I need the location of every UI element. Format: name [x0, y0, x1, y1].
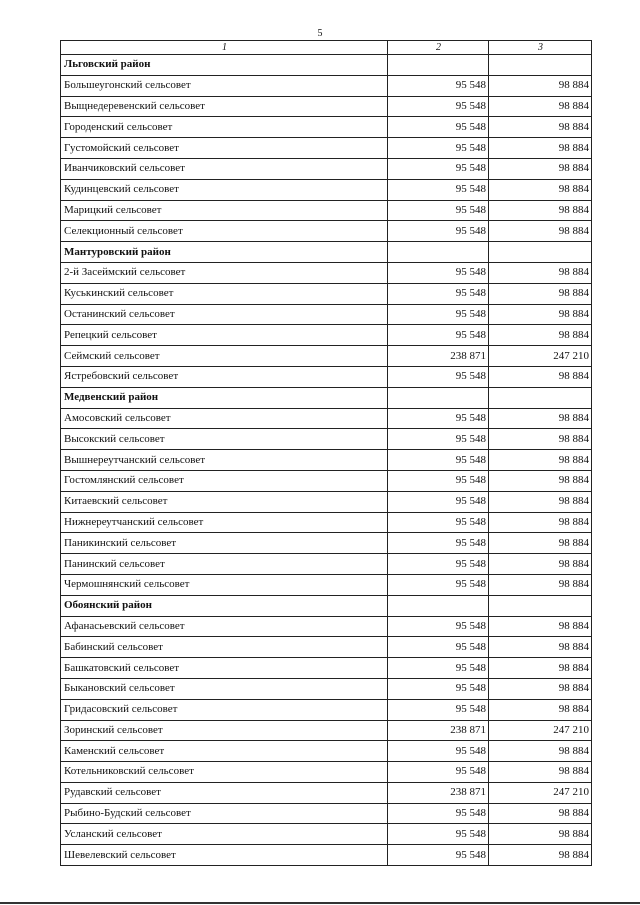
value-col-2: 95 548 [388, 450, 489, 471]
value-col-3: 98 884 [489, 138, 592, 159]
value-col-2: 238 871 [388, 346, 489, 367]
value-col-2: 95 548 [388, 470, 489, 491]
value-col-3 [489, 387, 592, 408]
municipality-name: Сеймский сельсовет [61, 346, 388, 367]
value-col-3: 247 210 [489, 346, 592, 367]
value-col-2: 95 548 [388, 762, 489, 783]
allocation-table [60, 40, 592, 866]
value-col-3 [489, 242, 592, 263]
municipality-name: Башкатовский сельсовет [61, 658, 388, 679]
value-col-2: 95 548 [388, 616, 489, 637]
table-row [61, 325, 592, 346]
value-col-2: 95 548 [388, 429, 489, 450]
value-col-3: 98 884 [489, 450, 592, 471]
value-col-3: 98 884 [489, 200, 592, 221]
value-col-2: 238 871 [388, 720, 489, 741]
municipality-name: Амосовский сельсовет [61, 408, 388, 429]
value-col-3: 98 884 [489, 304, 592, 325]
district-name: Медвенский район [61, 387, 388, 408]
municipality-name: Гридасовский сельсовет [61, 699, 388, 720]
municipality-name: Выщнедеревенский сельсовет [61, 96, 388, 117]
municipality-name: Густомойский сельсовет [61, 138, 388, 159]
value-col-2: 95 548 [388, 325, 489, 346]
value-col-2: 95 548 [388, 138, 489, 159]
municipality-name: Городенский сельсовет [61, 117, 388, 138]
table-row [61, 262, 592, 283]
value-col-3: 98 884 [489, 533, 592, 554]
value-col-3: 98 884 [489, 283, 592, 304]
value-col-2 [388, 55, 489, 76]
column-header-1: 1 [61, 41, 388, 55]
value-col-3: 98 884 [489, 325, 592, 346]
municipality-name: Селекционный сельсовет [61, 221, 388, 242]
municipality-name: Быкановский сельсовет [61, 678, 388, 699]
value-col-2: 95 548 [388, 678, 489, 699]
table-header-row [61, 41, 592, 55]
table-row [61, 616, 592, 637]
value-col-3: 98 884 [489, 96, 592, 117]
table-row [61, 366, 592, 387]
municipality-name: Большеугонский сельсовет [61, 75, 388, 96]
table-row [61, 637, 592, 658]
value-col-2: 95 548 [388, 658, 489, 679]
value-col-3: 98 884 [489, 824, 592, 845]
municipality-name: 2-й Засеймский сельсовет [61, 262, 388, 283]
municipality-name: Афанасьевский сельсовет [61, 616, 388, 637]
value-col-2: 95 548 [388, 179, 489, 200]
value-col-3: 98 884 [489, 616, 592, 637]
table-body [61, 41, 592, 866]
table-row [61, 221, 592, 242]
table-row [61, 470, 592, 491]
value-col-2: 95 548 [388, 200, 489, 221]
table-row [61, 283, 592, 304]
value-col-3: 98 884 [489, 75, 592, 96]
table-row [61, 346, 592, 367]
municipality-name: Рыбино-Будский сельсовет [61, 803, 388, 824]
district-header-row [61, 242, 592, 263]
value-col-3 [489, 595, 592, 616]
table-row [61, 574, 592, 595]
table-row [61, 429, 592, 450]
value-col-3: 98 884 [489, 179, 592, 200]
value-col-3: 98 884 [489, 429, 592, 450]
value-col-3: 98 884 [489, 491, 592, 512]
value-col-2: 95 548 [388, 803, 489, 824]
value-col-2 [388, 595, 489, 616]
municipality-name: Ястребовский сельсовет [61, 366, 388, 387]
table-row [61, 762, 592, 783]
table-row [61, 699, 592, 720]
value-col-2: 95 548 [388, 262, 489, 283]
municipality-name: Останинский сельсовет [61, 304, 388, 325]
municipality-name: Китаевский сельсовет [61, 491, 388, 512]
municipality-name: Паникинский сельсовет [61, 533, 388, 554]
value-col-2: 95 548 [388, 408, 489, 429]
table-row [61, 200, 592, 221]
table-row [61, 96, 592, 117]
page-bottom-edge [0, 902, 640, 904]
value-col-3: 247 210 [489, 782, 592, 803]
value-col-2: 95 548 [388, 158, 489, 179]
value-col-2: 95 548 [388, 221, 489, 242]
municipality-name: Каменский сельсовет [61, 741, 388, 762]
value-col-3: 98 884 [489, 408, 592, 429]
table-row [61, 658, 592, 679]
table-row [61, 450, 592, 471]
municipality-name: Панинский сельсовет [61, 554, 388, 575]
table-row [61, 158, 592, 179]
municipality-name: Зоринский сельсовет [61, 720, 388, 741]
page-number: 5 [317, 28, 323, 39]
table-row [61, 554, 592, 575]
district-header-row [61, 55, 592, 76]
table-row [61, 179, 592, 200]
value-col-3: 98 884 [489, 512, 592, 533]
municipality-name: Усланский сельсовет [61, 824, 388, 845]
municipality-name: Кудинцевский сельсовет [61, 179, 388, 200]
district-name: Обоянский район [61, 595, 388, 616]
value-col-2: 95 548 [388, 75, 489, 96]
table-row [61, 75, 592, 96]
value-col-3: 98 884 [489, 741, 592, 762]
municipality-name: Иванчиковский сельсовет [61, 158, 388, 179]
value-col-2: 95 548 [388, 741, 489, 762]
district-header-row [61, 595, 592, 616]
value-col-3: 98 884 [489, 803, 592, 824]
value-col-2: 95 548 [388, 512, 489, 533]
table-row [61, 741, 592, 762]
value-col-3: 98 884 [489, 658, 592, 679]
table-row [61, 138, 592, 159]
value-col-2: 95 548 [388, 366, 489, 387]
municipality-name: Чермошнянский сельсовет [61, 574, 388, 595]
value-col-3: 98 884 [489, 637, 592, 658]
value-col-2: 95 548 [388, 533, 489, 554]
value-col-3: 98 884 [489, 762, 592, 783]
value-col-3: 98 884 [489, 574, 592, 595]
value-col-3: 247 210 [489, 720, 592, 741]
table-row [61, 845, 592, 866]
municipality-name: Высокский сельсовет [61, 429, 388, 450]
value-col-3: 98 884 [489, 699, 592, 720]
column-header-3: 3 [489, 41, 592, 55]
table-row [61, 803, 592, 824]
municipality-name: Вышнереутчанский сельсовет [61, 450, 388, 471]
value-col-2 [388, 242, 489, 263]
value-col-2: 95 548 [388, 845, 489, 866]
value-col-3: 98 884 [489, 470, 592, 491]
value-col-3: 98 884 [489, 845, 592, 866]
value-col-3: 98 884 [489, 262, 592, 283]
municipality-name: Шевелевский сельсовет [61, 845, 388, 866]
value-col-2: 95 548 [388, 554, 489, 575]
value-col-2: 95 548 [388, 491, 489, 512]
value-col-2 [388, 387, 489, 408]
value-col-2: 95 548 [388, 824, 489, 845]
municipality-name: Марицкий сельсовет [61, 200, 388, 221]
value-col-3: 98 884 [489, 221, 592, 242]
value-col-2: 95 548 [388, 574, 489, 595]
value-col-3: 98 884 [489, 554, 592, 575]
municipality-name: Репецкий сельсовет [61, 325, 388, 346]
district-name: Льговский район [61, 55, 388, 76]
municipality-name: Котельниковский сельсовет [61, 762, 388, 783]
table-row [61, 408, 592, 429]
district-name: Мантуровский район [61, 242, 388, 263]
municipality-name: Куськинский сельсовет [61, 283, 388, 304]
table-row [61, 782, 592, 803]
value-col-2: 95 548 [388, 699, 489, 720]
value-col-2: 95 548 [388, 96, 489, 117]
column-header-2: 2 [388, 41, 489, 55]
municipality-name: Нижнереутчанский сельсовет [61, 512, 388, 533]
value-col-3: 98 884 [489, 158, 592, 179]
table-row [61, 512, 592, 533]
district-header-row [61, 387, 592, 408]
value-col-2: 95 548 [388, 283, 489, 304]
value-col-3: 98 884 [489, 678, 592, 699]
value-col-3 [489, 55, 592, 76]
value-col-3: 98 884 [489, 366, 592, 387]
table-row [61, 304, 592, 325]
value-col-3: 98 884 [489, 117, 592, 138]
table-row [61, 824, 592, 845]
municipality-name: Бабинский сельсовет [61, 637, 388, 658]
municipality-name: Рудавский сельсовет [61, 782, 388, 803]
table-row [61, 491, 592, 512]
table-row [61, 678, 592, 699]
value-col-2: 95 548 [388, 117, 489, 138]
table-row [61, 117, 592, 138]
municipality-name: Гостомлянский сельсовет [61, 470, 388, 491]
table-row [61, 720, 592, 741]
value-col-2: 95 548 [388, 637, 489, 658]
table-row [61, 533, 592, 554]
value-col-2: 95 548 [388, 304, 489, 325]
value-col-2: 238 871 [388, 782, 489, 803]
